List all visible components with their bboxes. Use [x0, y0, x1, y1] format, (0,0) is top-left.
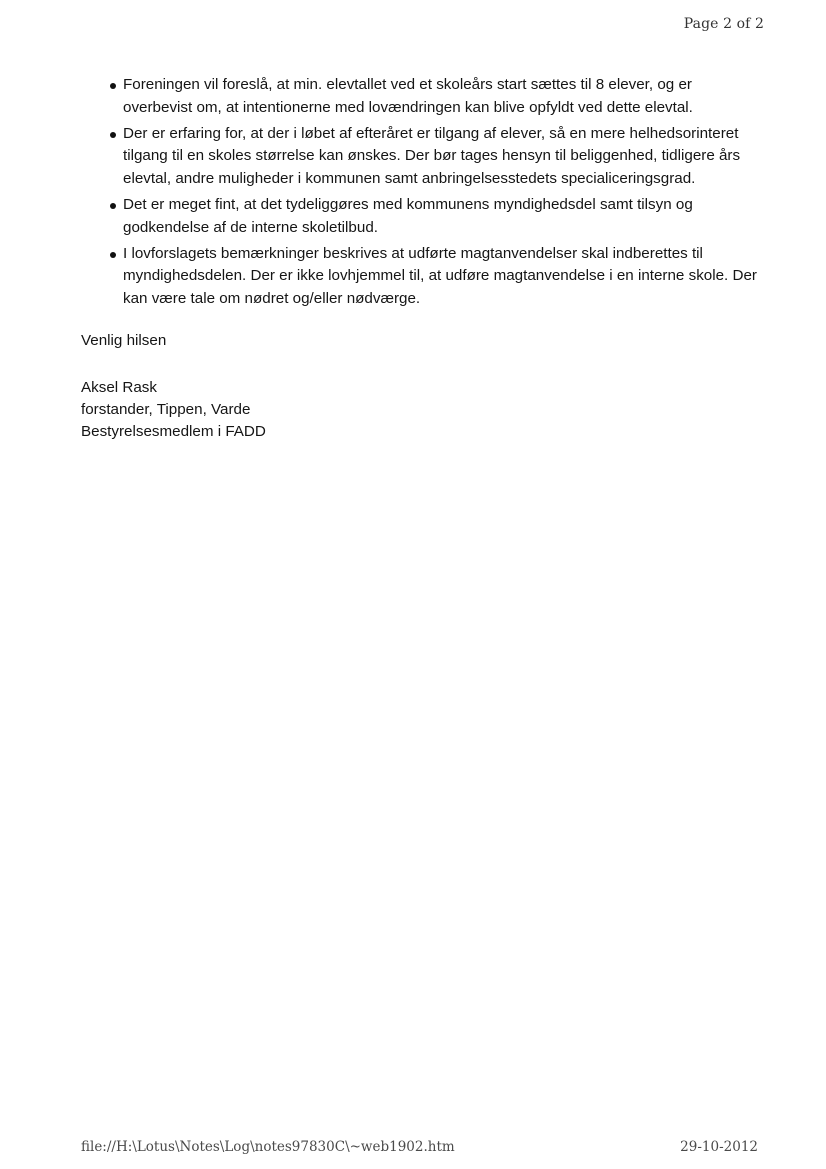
list-item: [81, 243, 763, 311]
list-item: [81, 194, 763, 240]
bullet-list: [81, 74, 761, 311]
list-item: [81, 123, 763, 191]
list-item-text: I lovforslagets bemærkninger beskrives at udførte magtanvendelser skal indberettes til myndighedsdelen. Der er ikke lovhjemmel til, at udføre magtanvendelse i en interne skole. Der kan være tale om nødret og/eller nødværge.: [123, 244, 757, 308]
bullet-icon: [110, 132, 116, 138]
bullet-icon: [110, 83, 116, 89]
letter-body: [81, 74, 761, 443]
bullet-icon: [110, 252, 116, 258]
list-item: [81, 74, 763, 120]
signature-title: forstander, Tippen, Varde: [81, 400, 251, 418]
list-item-text: Det er meget fint, at det tydeliggøres med kommunens myndighedsdel samt tilsyn og godkendelse af de interne skoletilbud.: [123, 195, 693, 236]
signature-role: Bestyrelsesmedlem i FADD: [81, 422, 266, 440]
closing-greeting: Venlig hilsen: [81, 331, 167, 349]
page-number: Page 2 of 2: [683, 16, 764, 32]
list-item-text: Foreningen vil foreslå, at min. elevtallet ved et skoleårs start sættes til 8 elever, og er overbevist om, at intentionerne med lovændringen kan blive opfyldt ved dette elevtal.: [123, 76, 693, 116]
bullet-icon: [110, 203, 116, 209]
signature-name: Aksel Rask: [81, 378, 157, 396]
footer-file-path: file://H:\Lotus\Notes\Log\notes97830C\~web1902.htm: [81, 1139, 455, 1155]
footer-date: 29-10-2012: [680, 1139, 758, 1155]
signature-block: [81, 377, 761, 443]
list-item-text: Der er erfaring for, at der i løbet af efteråret er tilgang af elever, så en mere helhedsorinteret tilgang til en skoles størrelse kan ønskes. Der bør tages hensyn til beliggenhed, tidligere års elevtal, andre muligheder i kommunen samt anbringelsesstedets specialiceringsgrad.: [123, 124, 741, 188]
